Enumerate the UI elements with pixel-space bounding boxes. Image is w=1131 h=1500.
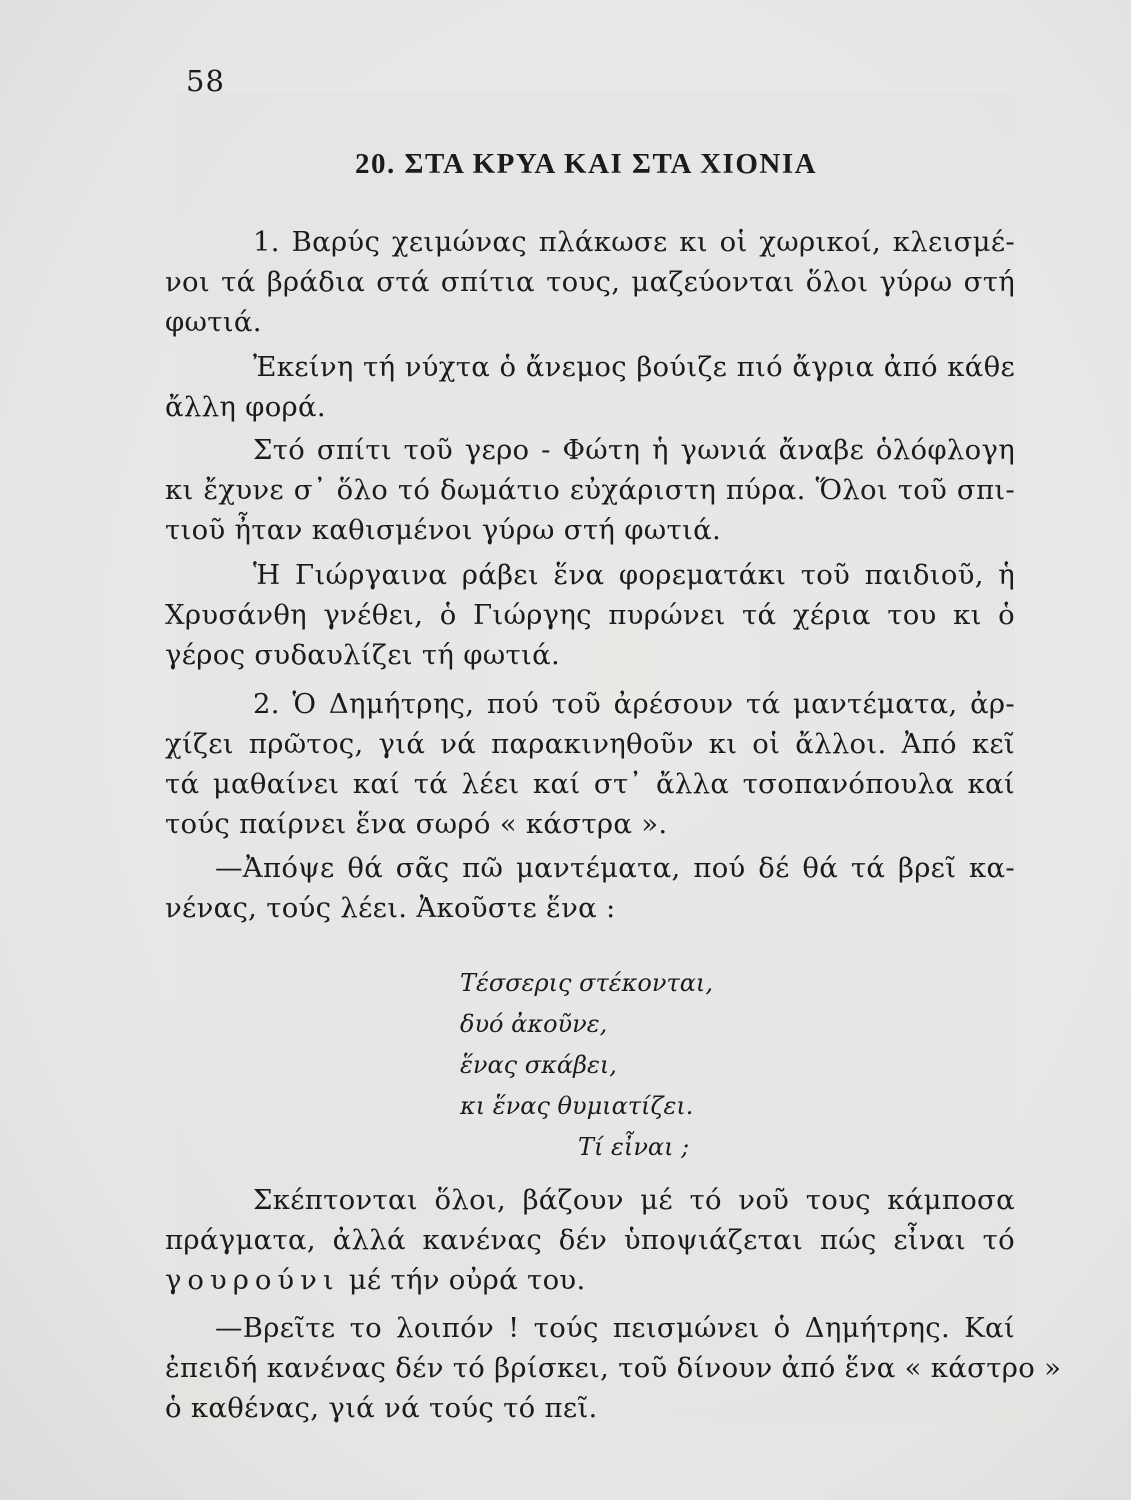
text-line: ὁ καθένας, γιά νά τούς τό πεῖ. xyxy=(165,1392,598,1424)
text-line: Σκέπτονται ὅλοι, βάζουν μέ τό νοῦ τους κάμποσα xyxy=(253,1184,1015,1216)
paragraph-1 xyxy=(165,222,1015,342)
chapter-title: 20. ΣΤΑ ΚΡΥΑ ΚΑΙ ΣΤΑ ΧΙΟΝΙΑ xyxy=(355,148,818,180)
text-line: 1. Βαρύς χειμώνας πλάκωσε κι οἱ χωρικοί, κλεισμέ- xyxy=(253,226,1015,258)
text-line: κι ἔχυνε σ᾿ ὅλο τό δωμάτιο εὐχάριστη πύρα. Ὅλοι τοῦ σπι- xyxy=(165,474,1015,506)
poem-question: Τί εἶναι ; xyxy=(578,1133,690,1161)
text-line: φωτιά. xyxy=(165,306,262,338)
paragraph-7 xyxy=(165,1180,1015,1300)
text-line: Χρυσάνθη γνέθει, ὁ Γιώργης πυρώνει τά χέρια του κι ὁ xyxy=(165,599,1015,631)
text-line: ἄλλη φορά. xyxy=(165,391,326,423)
paragraph-4 xyxy=(165,555,1015,675)
riddle-poem xyxy=(460,963,860,1168)
text-fragment: μέ τήν οὐρά του. xyxy=(339,1264,586,1296)
text-line: τά μαθαίνει καί τά λέει καί στ᾿ ἄλλα τσοπανόπουλα καί xyxy=(165,768,1015,800)
text-line: Ἐκείνη τή νύχτα ὁ ἄνεμος βούιζε πιό ἄγρια ἀπό κάθε xyxy=(253,351,1015,383)
text-line: νένας, τούς λέει. Ἀκοῦστε ἕνα : xyxy=(165,892,616,924)
paragraph-6 xyxy=(165,848,1015,928)
text-line xyxy=(165,1260,1015,1300)
poem-line: κι ἕνας θυμιατίζει. xyxy=(460,1092,694,1120)
poem-line: δυό ἀκοῦνε, xyxy=(460,1010,608,1038)
text-line: 2. Ὁ Δημήτρης, πού τοῦ ἀρέσουν τά μαντέματα, ἀρ- xyxy=(253,688,1015,720)
text-line: τιοῦ ἦταν καθισμένοι γύρω στή φωτιά. xyxy=(165,514,721,546)
text-line: γέρος συδαυλίζει τή φωτιά. xyxy=(165,639,560,671)
page-number: 58 xyxy=(186,64,225,98)
text-line: Ἡ Γιώργαινα ράβει ἕνα φορεματάκι τοῦ παιδιοῦ, ἡ xyxy=(253,559,1015,591)
paragraph-3 xyxy=(165,430,1015,550)
text-line: πράγματα, ἀλλά κανένας δέν ὑποψιάζεται πώς εἶναι τό xyxy=(165,1224,1015,1256)
paragraph-2 xyxy=(165,347,1015,427)
text-line: —Ἀπόψε θά σᾶς πῶ μαντέματα, πού δέ θά τά βρεῖ κα- xyxy=(215,852,1015,884)
text-line: τούς παίρνει ἕνα σωρό « κάστρα ». xyxy=(165,808,668,840)
poem-line: Τέσσερις στέκονται, xyxy=(460,969,713,997)
text-line: Στό σπίτι τοῦ γερο - Φώτη ἡ γωνιά ἄναβε ὁλόφλογη xyxy=(253,434,1015,466)
emphasized-word: γουρούνι xyxy=(165,1264,340,1296)
paragraph-8 xyxy=(165,1308,1062,1428)
text-line: ἐπειδή κανένας δέν τό βρίσκει, τοῦ δίνουν ἀπό ἕνα « κάστρο » xyxy=(165,1352,1062,1384)
paragraph-5 xyxy=(165,684,1015,844)
text-line: νοι τά βράδια στά σπίτια τους, μαζεύονται ὅλοι γύρω στή xyxy=(165,266,1015,298)
text-line: —Βρεῖτε το λοιπόν ! τούς πεισμώνει ὁ Δημήτρης. Καί xyxy=(215,1312,1015,1344)
poem-line: ἕνας σκάβει, xyxy=(460,1051,617,1079)
text-line: χίζει πρῶτος, γιά νά παρακινηθοῦν κι οἱ ἄλλοι. Ἀπό κεῖ xyxy=(165,728,1015,760)
